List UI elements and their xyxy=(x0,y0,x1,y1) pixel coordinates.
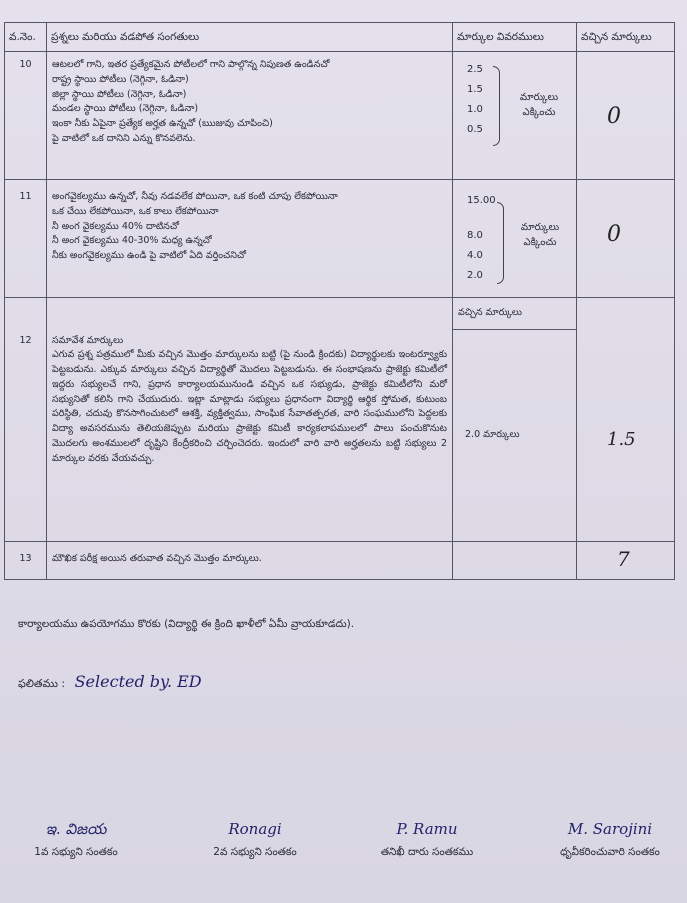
row12-obtained-cell xyxy=(577,330,675,542)
row12-sub-blank xyxy=(5,298,47,330)
signature-member-2-label: 2వ సభ్యుని సంతకం xyxy=(213,846,297,858)
row12-obtained: 1.5 xyxy=(607,428,636,450)
signature-member-2 xyxy=(190,820,320,861)
row11-line: నీ అంగ వైకల్యము 40% దాటినచో xyxy=(52,220,179,232)
header-no: వ.నెం. xyxy=(5,23,47,52)
row11-obtained: 0 xyxy=(607,222,621,248)
office-use-note: కార్యాలయము ఉపయోగము కొరకు (విద్యార్థి ఈ క్రింది ఖాళీలో ఏమీ వ్రాయకూడదు). xyxy=(18,618,355,630)
table-header-row xyxy=(5,23,675,52)
header-questions: ప్రశ్నలు మరియు వడపోత సంగతులు xyxy=(47,23,453,52)
row11-brace xyxy=(497,202,504,284)
signature-verifier xyxy=(540,820,680,861)
row12-sub-blank xyxy=(47,298,453,330)
row11-mark-value: 15.00 xyxy=(467,195,496,207)
header-obtained: వచ్చిన మార్కులు xyxy=(577,23,675,52)
row12-subheader: వచ్చిన మార్కులు xyxy=(453,298,577,330)
signature-inspector-label: తనిఖీ దారు సంతకము xyxy=(380,846,474,858)
row10-brace xyxy=(493,66,500,146)
row10-marks xyxy=(453,52,577,180)
row10-marks-label: మార్కులు xyxy=(519,92,559,104)
signature-verifier-scribble: M. Sarojini xyxy=(567,820,653,838)
table-row-12-subheader xyxy=(5,298,675,330)
row10-mark-value: 0.5 xyxy=(467,124,483,136)
row11-obtained-cell xyxy=(577,180,675,298)
row13-text: మౌఖిక పరీక్ష అయిన తరువాత వచ్చిన మొత్తం మార్కులు. xyxy=(47,542,453,580)
row10-mark-value: 1.0 xyxy=(467,104,483,116)
row11-marks-label: మార్కులు xyxy=(520,222,560,234)
signature-member-1 xyxy=(16,820,136,861)
row12-text: ఎగువ ప్రశ్న పత్రములో మీకు వచ్చిన మొత్తం మార్కులను బట్టి (పై నుండి క్రిందకు) విద్యార్థులకు ఇంటర్వ్యూకు పెట్టబడును. ఎక్కువ మార్కులు వచ్చిన విద్యార్థితో మొదలు పెట్టబడును. ఈ సంభాషణను ప్రాజెక్టు కమిటీలో ఇద్దరు సభ్యులచే గాని, ప్రధాన కార్యాలయమునుండి వచ్చిన ఒక సభ్యుడు, ప్రాజెక్టు కమిటీలోని మరో సభ్యునితో కలిసి గాని చేయుదురు. ఇట్లా మాట్లాడు సభ్యులు ప్రధానంగా విద్యార్థి ఆర్థిక స్తోమత, కుటుంబ పరిస్థితి, చదువు కొనసాగించుటలో ఆశక్తి, వ్యక్తిత్వము, సాంఘిక సేవాతత్పరత, వారి సంఘములోని పెద్దలకు విద్యా అవసరమును తెలియజెప్పుట మరియు ప్రాజెక్టు కమిటీ కార్యకలాపములలో పాలు పంచుకొనుట మొదలగు అంశములలో దృష్టిని కేంద్రీకరించి చర్చించెదరు. ఇందులో వారి వారి అర్హతలను బట్టి సభ్యులు 2 మార్కుల వరకు వేయవచ్చు. xyxy=(52,349,447,464)
row11-marks xyxy=(453,180,577,298)
row11-number: 11 xyxy=(5,180,47,298)
row12-title: సమావేశ మార్కులు xyxy=(52,334,124,346)
row11-line: నీ అంగ వైకల్యము 40-30% మధ్య ఉన్నచో xyxy=(52,235,212,247)
table-row-10 xyxy=(5,52,675,180)
row10-marks-label: ఎక్కించు xyxy=(522,107,556,119)
table-row-12 xyxy=(5,330,675,542)
row13-marks xyxy=(453,542,577,580)
row11-line: అంగవైకల్యము ఉన్నచో, నీవు నడవలేక పోయినా, ఒక కంటి చూపు లేకపోయినా xyxy=(52,191,338,203)
signature-inspector xyxy=(362,820,492,861)
row10-obtained-cell xyxy=(577,52,675,180)
row11-questions xyxy=(47,180,453,298)
signature-verifier-label: ధృవీకరించువారి సంతకం xyxy=(560,846,660,858)
signature-inspector-scribble: P. Ramu xyxy=(396,820,458,838)
header-details: మార్కుల వివరములు xyxy=(453,23,577,52)
row10-mark-value: 2.5 xyxy=(467,64,483,76)
row12-marks xyxy=(453,330,577,542)
row13-obtained: 7 xyxy=(617,547,630,572)
row10-line: రాష్ట్ర స్థాయి పోటీలు (నెగ్గినా, ఓడినా) xyxy=(52,73,189,85)
row11-mark-value: 4.0 xyxy=(467,250,483,262)
result-label: ఫలితము : xyxy=(18,677,66,690)
signature-member-1-label: 1వ సభ్యుని సంతకం xyxy=(34,846,118,858)
marks-table xyxy=(4,22,675,580)
row11-line: ఒక చేయి లేకపోయినా, ఒక కాలు లేకపోయినా xyxy=(52,205,219,217)
table-row-13 xyxy=(5,542,675,580)
row12-number: 12 xyxy=(5,330,47,542)
signature-member-1-scribble: ఇ. విజయ xyxy=(45,820,107,838)
row13-obtained-cell xyxy=(577,542,675,580)
result-value: Selected by. ED xyxy=(74,672,202,691)
row12-sub-blank xyxy=(577,298,675,330)
row10-line: పై వాటిలో ఒక దానిని ఎన్ను కొనవలెను. xyxy=(52,132,196,144)
row11-mark-value: 2.0 xyxy=(467,270,483,282)
row10-line: ఇంకా నీకు ఏపైనా ప్రత్యేక అర్హత ఉన్నచో (ఋజువు చూపించి) xyxy=(52,118,273,130)
row10-mark-value: 1.5 xyxy=(467,84,483,96)
row10-line: జిల్లా స్థాయి పోటీలు (నెగ్గినా, ఓడినా) xyxy=(52,88,187,100)
row10-questions xyxy=(47,52,453,180)
row13-number: 13 xyxy=(5,542,47,580)
row12-content xyxy=(47,330,453,542)
table-row-11 xyxy=(5,180,675,298)
row10-line: మండల స్థాయి పోటీలు (నెగ్గినా, ఓడినా) xyxy=(52,103,199,115)
row10-line: ఆటలలో గాని, ఇతర ప్రత్యేకమైన పోటీలలో గాని పాల్గొన్న నిపుణత ఉండినచో xyxy=(52,59,330,71)
row11-line: నీకు అంగవైకల్యము ఉండి పై వాటిలో ఏది వర్తించనిచో xyxy=(52,250,247,262)
row10-number: 10 xyxy=(5,52,47,180)
row11-mark-value: 8.0 xyxy=(467,230,483,242)
row12-mark-value: 2.0 మార్కులు xyxy=(465,429,520,441)
signature-member-2-scribble: Ronagi xyxy=(228,820,282,838)
row11-marks-label: ఎక్కించు xyxy=(523,237,557,249)
result-line xyxy=(18,672,202,693)
row10-obtained: 0 xyxy=(607,104,621,130)
